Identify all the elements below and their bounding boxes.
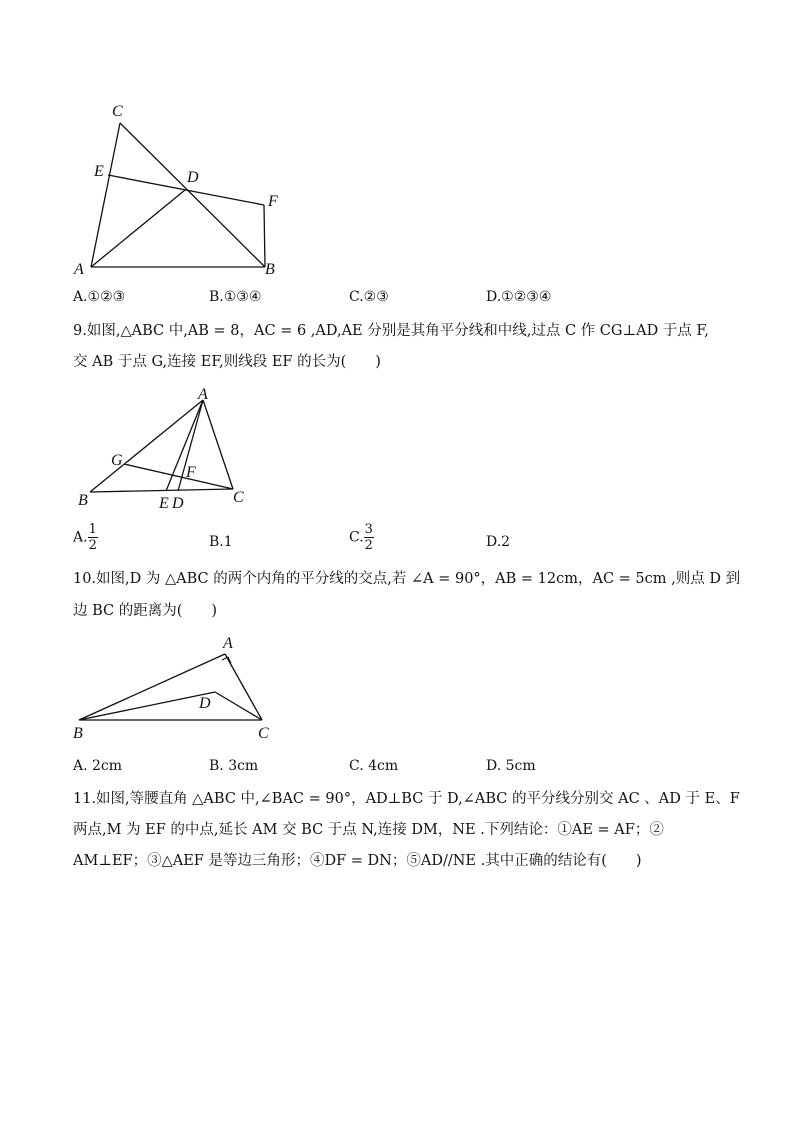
- question-11-line-3: AM⊥EF；③△AEF 是等边三角形；④DF = DN；⑤AD//NE .其中正确的结论有( ): [73, 853, 642, 869]
- point-label-f: F: [186, 464, 196, 481]
- point-label-a: A: [198, 386, 208, 403]
- figure-q10: [65, 630, 285, 745]
- fraction-one-half: $\frac{1}{2}$: [88, 522, 97, 553]
- q9-option-a-prefix: A.: [73, 529, 88, 546]
- q8-options: [73, 289, 753, 311]
- q8-option-a[interactable]: A.①②③: [73, 289, 126, 305]
- q9-option-b[interactable]: B.1: [209, 534, 233, 550]
- q9-option-c-prefix: C.: [349, 529, 364, 546]
- point-label-b: B: [78, 492, 88, 509]
- point-label-e: E: [94, 163, 104, 180]
- q10-option-a[interactable]: A. 2cm: [73, 758, 123, 774]
- question-9-line-1: 9.如图,△ABC 中,AB = 8，AC = 6 ,AD,AE 分别是其角平分线和中线,过点 C 作 CG⊥AD 于点 F,: [73, 323, 709, 339]
- point-label-g: G: [111, 452, 123, 469]
- point-label-b: B: [73, 725, 83, 742]
- point-label-c: C: [233, 489, 244, 506]
- point-label-d: D: [172, 495, 184, 512]
- q10-option-d[interactable]: D. 5cm: [486, 758, 536, 774]
- q10-options: [73, 758, 753, 780]
- q10-option-b[interactable]: B. 3cm: [209, 758, 259, 774]
- point-label-a: A: [223, 635, 233, 652]
- q8-option-d[interactable]: D.①②③④: [486, 289, 552, 305]
- question-9-line-2: 交 AB 于点 G,连接 EF,则线段 EF 的长为( ): [73, 354, 381, 370]
- question-11-line-1: 11.如图,等腰直角 △ABC 中,∠BAC = 90°，AD⊥BC 于 D,∠ABC 的平分线分别交 AC 、AD 于 E、F: [73, 791, 740, 807]
- point-label-c: C: [258, 725, 269, 742]
- q9-options: [73, 522, 753, 562]
- figure-q9: [70, 385, 260, 515]
- q9-option-d[interactable]: D.2: [486, 534, 511, 550]
- point-label-d: D: [187, 169, 199, 186]
- question-11-line-2: 两点,M 为 EF 的中点,延长 AM 交 BC 于点 N,连接 DM，NE .下列结论：①AE = AF；②: [73, 822, 664, 838]
- point-label-b: B: [265, 261, 275, 278]
- point-label-e: E: [159, 495, 169, 512]
- q9-option-c[interactable]: [349, 522, 374, 553]
- question-10-line-2: 边 BC 的距离为( ): [73, 603, 218, 619]
- fraction-three-halves: $\frac{3}{2}$: [364, 522, 373, 553]
- q9-option-a[interactable]: [73, 522, 98, 553]
- point-label-f: F: [268, 193, 278, 210]
- point-label-c: C: [112, 103, 123, 120]
- q8-option-c[interactable]: C.②③: [349, 289, 389, 305]
- point-label-d: D: [199, 695, 211, 712]
- q8-option-b[interactable]: B.①③④: [209, 289, 262, 305]
- figure-q8: [60, 95, 300, 285]
- q10-option-c[interactable]: C. 4cm: [349, 758, 399, 774]
- point-label-a: A: [74, 261, 84, 278]
- question-10-line-1: 10.如图,D 为 △ABC 的两个内角的平分线的交点,若 ∠A = 90°，AB = 12cm，AC = 5cm ,则点 D 到: [73, 571, 741, 587]
